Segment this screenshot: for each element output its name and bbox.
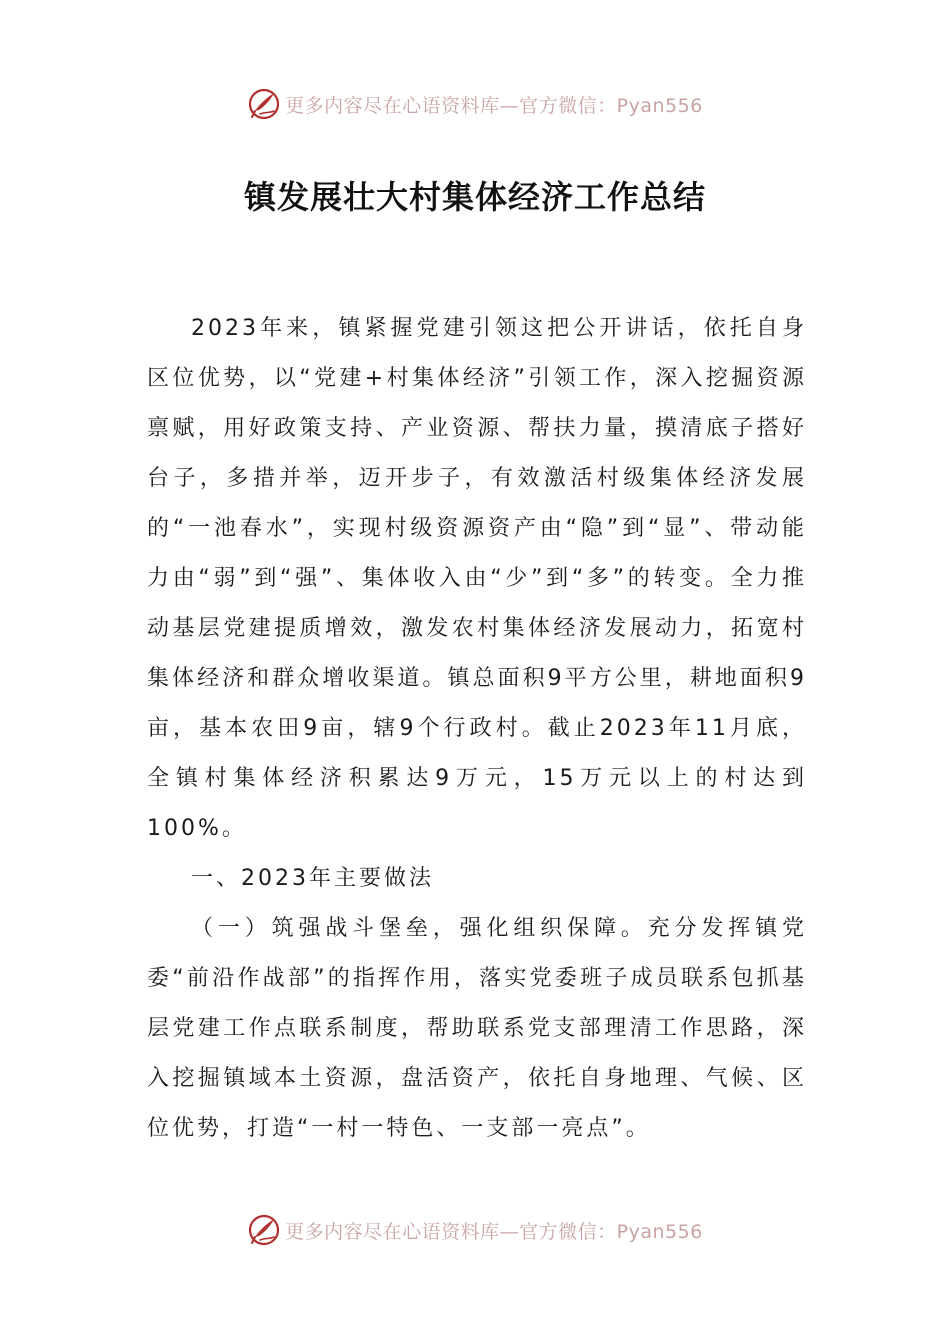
watermark-text — [285, 1217, 703, 1244]
quill-pen-seal-icon — [247, 1213, 281, 1247]
document-body — [147, 304, 807, 1154]
watermark-prefix: 更多内容尽在心语资料库—官方微信： — [285, 94, 617, 117]
watermark-wechat-id: Pyan556 — [616, 1220, 703, 1243]
subsection-paragraph: （一）筑强战斗堡垒，强化组织保障。充分发挥镇党委“前沿作战部”的指挥作用，落实党委班子成员联系包抓基层党建工作点联系制度，帮助联系党支部理清工作思路，深入挖掘镇域本土资源，盘活资产，依托自身地理、气候、区位优势，打造“一村一特色、一支部一亮点”。 — [147, 916, 807, 1141]
watermark-banner-bottom — [0, 1210, 950, 1250]
watermark-wechat-id: Pyan556 — [616, 94, 703, 117]
watermark-text — [285, 91, 703, 118]
watermark-prefix: 更多内容尽在心语资料库—官方微信： — [285, 1220, 617, 1243]
intro-paragraph: 2023年来，镇紧握党建引领这把公开讲话，依托自身区位优势，以“党建+村集体经济”引领工作，深入挖掘资源禀赋，用好政策支持、产业资源、帮扶力量，摸清底子搭好台子，多措并举，迈开步子，有效激活村级集体经济发展的“一池春水”，实现村级资源资产由“隐”到“显”、带动能力由“弱”到“强”、集体收入由“少”到“多”的转变。全力推动基层党建提质增效，激发农村集体经济发展动力，拓宽村集体经济和群众增收渠道。镇总面积9平方公里，耕地面积9亩，基本农田9亩，辖9个行政村。截止2023年11月底，全镇村集体经济积累达9万元，15万元以上的村达到100%。 — [147, 316, 807, 841]
document-title: 镇发展壮大村集体经济工作总结 — [243, 178, 706, 216]
watermark-banner-top — [0, 84, 950, 124]
section-heading: 一、2023年主要做法 — [191, 866, 434, 891]
quill-pen-seal-icon — [247, 87, 281, 121]
